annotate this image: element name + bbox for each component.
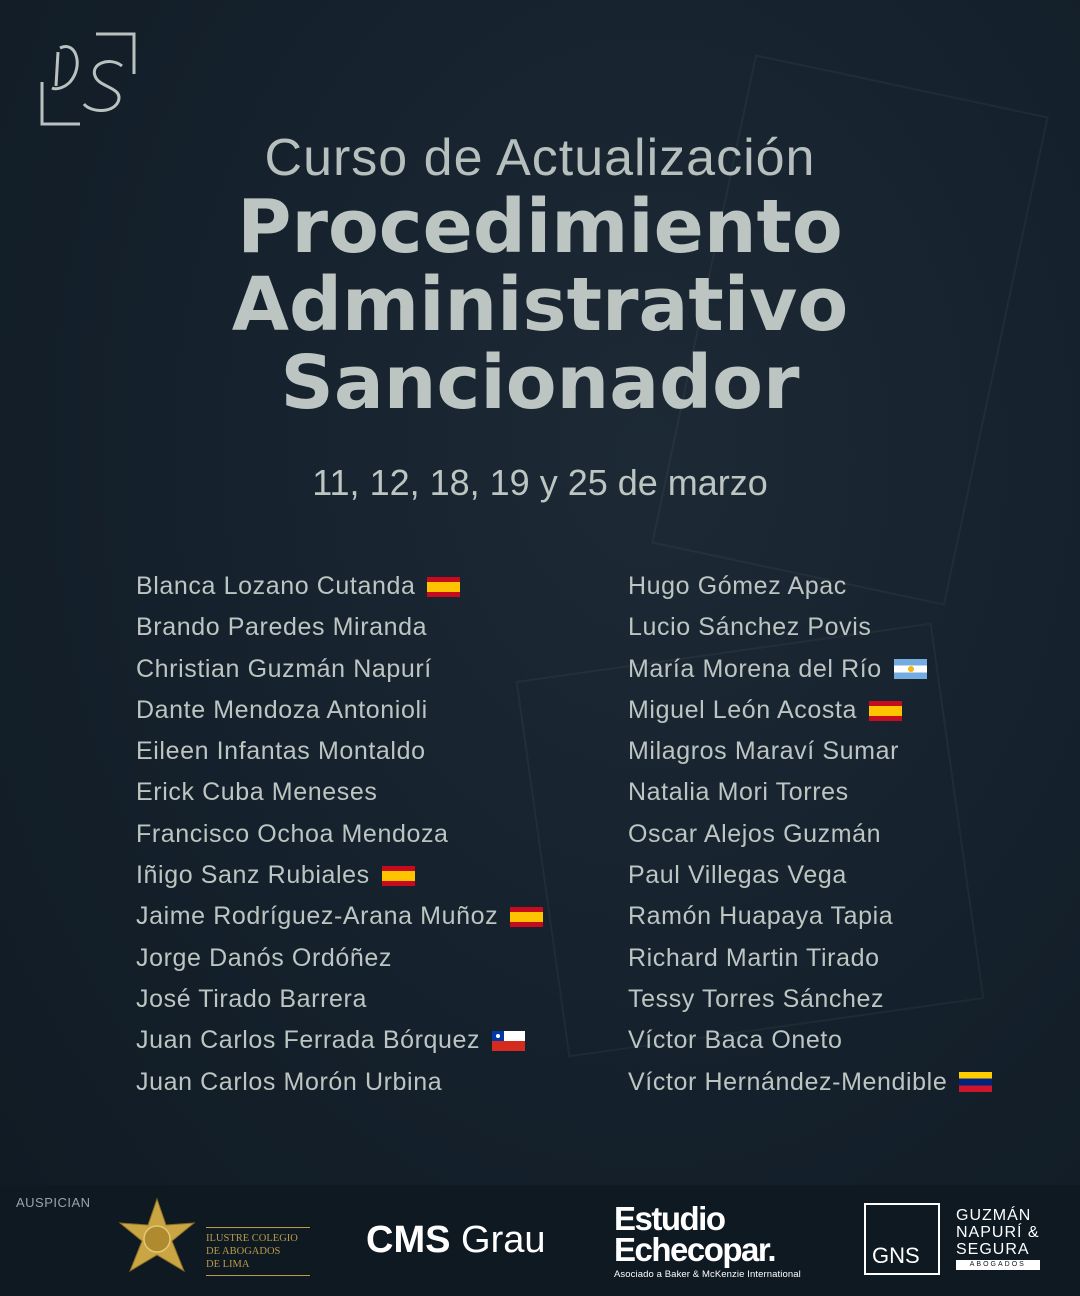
speaker-row bbox=[136, 649, 543, 690]
cal-logo bbox=[114, 1197, 314, 1281]
speaker-row bbox=[628, 731, 992, 772]
cal-text-line: DE LIMA bbox=[206, 1259, 250, 1270]
spain-flag-icon bbox=[427, 577, 460, 597]
speaker-row bbox=[136, 896, 543, 937]
speaker-row bbox=[628, 896, 992, 937]
speaker-name: Hugo Gómez Apac bbox=[628, 572, 847, 600]
speaker-name: Víctor Hernández-Mendible bbox=[628, 1067, 948, 1096]
title-line: Procedimiento bbox=[237, 184, 843, 270]
course-dates: 11, 12, 18, 19 y 25 de marzo bbox=[312, 462, 768, 503]
gns-name-block bbox=[956, 1207, 1040, 1270]
speaker-row bbox=[628, 979, 992, 1020]
speaker-name: María Morena del Río bbox=[628, 654, 882, 683]
speaker-row bbox=[136, 1020, 543, 1061]
grau-wordmark: Grau bbox=[461, 1219, 546, 1261]
gns-name-line: NAPURÍ & bbox=[956, 1224, 1040, 1241]
spain-flag-icon bbox=[510, 907, 543, 927]
speaker-name: Jaime Rodríguez-Arana Muñoz bbox=[136, 902, 499, 931]
spain-flag-icon bbox=[869, 701, 902, 721]
speaker-name: Miguel León Acosta bbox=[628, 695, 858, 724]
speaker-row bbox=[136, 731, 543, 772]
speaker-row bbox=[136, 855, 543, 896]
course-subtitle: Curso de Actualización bbox=[264, 129, 816, 187]
speaker-name: Juan Carlos Ferrada Bórquez bbox=[136, 1026, 481, 1055]
speaker-row bbox=[628, 938, 992, 979]
speaker-row bbox=[628, 814, 992, 855]
speaker-name: Blanca Lozano Cutanda bbox=[136, 572, 416, 600]
speaker-row bbox=[628, 566, 992, 607]
speaker-row bbox=[136, 814, 543, 855]
speaker-name: Paul Villegas Vega bbox=[628, 861, 847, 890]
speaker-row bbox=[628, 1020, 992, 1061]
cms-grau-logo bbox=[366, 1219, 546, 1262]
speaker-name: Víctor Baca Oneto bbox=[628, 1026, 843, 1055]
speaker-name: Tessy Torres Sánchez bbox=[628, 984, 885, 1013]
speaker-row bbox=[136, 607, 543, 648]
gns-mark-text: GNS bbox=[872, 1243, 920, 1268]
speaker-name: Juan Carlos Morón Urbina bbox=[136, 1067, 443, 1096]
speaker-row bbox=[628, 855, 992, 896]
speaker-row bbox=[136, 938, 543, 979]
gns-mark bbox=[864, 1203, 940, 1275]
speaker-name: Ramón Huapaya Tapia bbox=[628, 902, 894, 931]
speaker-name: Jorge Danós Ordóñez bbox=[136, 943, 392, 972]
chile-flag-icon bbox=[492, 1031, 525, 1051]
course-title bbox=[0, 184, 1080, 426]
venezuela-flag-icon bbox=[959, 1072, 992, 1092]
echecopar-line2: Echecopar. bbox=[614, 1231, 776, 1268]
speaker-row bbox=[136, 1062, 543, 1103]
sponsors-label: AUSPICIAN bbox=[16, 1195, 91, 1210]
speaker-name: Oscar Alejos Guzmán bbox=[628, 819, 882, 848]
speaker-row bbox=[628, 690, 992, 731]
speaker-name: Dante Mendoza Antonioli bbox=[136, 695, 428, 724]
speaker-name: José Tirado Barrera bbox=[136, 984, 367, 1013]
speaker-name: Christian Guzmán Napurí bbox=[136, 654, 432, 683]
speaker-name: Natalia Mori Torres bbox=[628, 778, 849, 807]
gns-subtitle: ABOGADOS bbox=[956, 1260, 1040, 1270]
speaker-name: Richard Martin Tirado bbox=[628, 943, 880, 972]
ds-monogram-icon bbox=[40, 30, 136, 126]
speaker-row bbox=[628, 607, 992, 648]
speaker-row bbox=[136, 690, 543, 731]
sponsors-bar bbox=[0, 1185, 1080, 1296]
speaker-row bbox=[136, 979, 543, 1020]
echecopar-tagline: Asociado a Baker & McKenzie International bbox=[614, 1269, 801, 1280]
speakers-right-column bbox=[628, 566, 992, 1103]
speaker-name: Iñigo Sanz Rubiales bbox=[136, 861, 370, 890]
speaker-name: Brando Paredes Miranda bbox=[136, 613, 428, 642]
echecopar-line1: Estudio bbox=[614, 1200, 725, 1237]
speaker-row bbox=[628, 649, 992, 690]
cal-text-line: DE ABOGADOS bbox=[206, 1246, 281, 1257]
speaker-row bbox=[136, 772, 543, 813]
cal-text-line: ILUSTRE COLEGIO bbox=[206, 1233, 298, 1244]
title-line: Administrativo bbox=[231, 262, 849, 348]
speaker-row bbox=[136, 566, 543, 607]
speaker-name: Francisco Ochoa Mendoza bbox=[136, 819, 449, 848]
speaker-name: Milagros Maraví Sumar bbox=[628, 737, 899, 766]
gns-name-line: SEGURA bbox=[956, 1241, 1030, 1258]
speakers-left-column bbox=[136, 566, 543, 1103]
echecopar-logo bbox=[614, 1200, 801, 1280]
cms-wordmark: CMS bbox=[366, 1219, 451, 1261]
gns-name-line: GUZMÁN bbox=[956, 1207, 1032, 1224]
speaker-name: Erick Cuba Meneses bbox=[136, 778, 378, 807]
speaker-row bbox=[628, 772, 992, 813]
speaker-name: Eileen Infantas Montaldo bbox=[136, 737, 426, 766]
argentina-flag-icon bbox=[894, 659, 927, 679]
speaker-name: Lucio Sánchez Povis bbox=[628, 613, 872, 642]
title-line: Sancionador bbox=[280, 340, 800, 426]
spain-flag-icon bbox=[382, 866, 415, 886]
gold-star-seal-icon bbox=[114, 1197, 200, 1281]
speaker-row bbox=[628, 1062, 992, 1103]
